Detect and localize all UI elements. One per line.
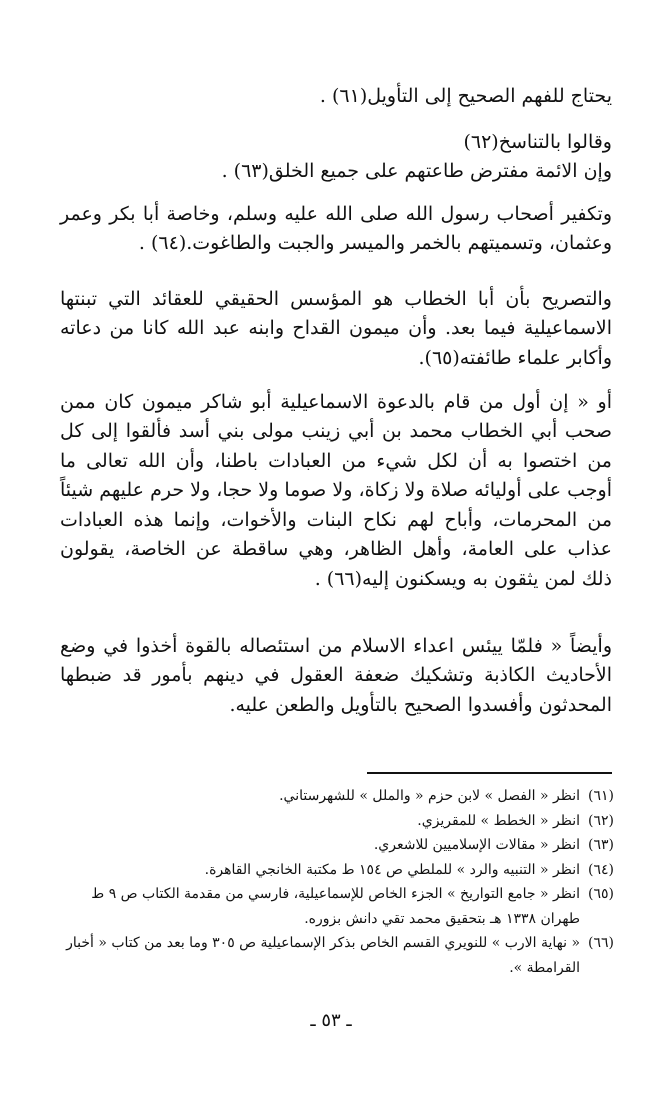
paragraph-text: وأيضاً « فلمّا ييئس اعداء الاسلام من استئصاله بالقوة أخذوا في وضع الأحاديث الكاذبة وتشكيك ضعفة العقول في دينهم بأمور قد ضبطها المحدثون وأفسدوا الصحيح بالتأويل والطعن عليه. xyxy=(60,635,612,716)
footnotes-list xyxy=(54,784,614,980)
footnote-text: انظر « مقالات الإسلاميين للاشعري. xyxy=(373,837,581,853)
footnote-number: (٦٦) xyxy=(588,935,614,951)
paragraph-text: يحتاج للفهم الصحيح إلى التأويل(٦١) . xyxy=(319,85,612,107)
page-number: ـ ٥٣ ـ xyxy=(310,1010,352,1031)
footnote-text: انظر « الفصل » لابن حزم « والملل » للشهرستاني. xyxy=(279,788,581,804)
footnote-divider xyxy=(367,772,612,774)
paragraph-takfir xyxy=(60,200,612,259)
footnote-item xyxy=(54,882,614,931)
footnote-number: (٦٤) xyxy=(588,861,614,878)
paragraph-text: أو « إن أول من قام بالدعوة الاسماعيلية أبو شاكر ميمون كان ممن صحب أبي الخطاب محمد بن أبي زينب مولى بني أسد فألقوا إلى كل من اختصوا به أن لكل شيء من العبادات باطنا، وأن الله تعالى ما أوجب على أوليائه صلاة ولا زكاة، ولا صوما ولا حجا، ولا حرم عليهم شيئاً من المحرمات، وأباح لهم نكاح البنات والأخوات، وإنما هذه العبادات عذاب على العامة، وأهل الظاهر، وهي ساقطة عن الخاصة، يقولون ذلك لمن يثقون به ويسكنون إليه(٦٦) . xyxy=(60,391,612,590)
footnote-text: انظر « جامع التواريخ » الجزء الخاص للإسماعيلية، فارسي من مقدمة الكتاب ص ٩ ط طهران ١٣٣٨ هـ بتحقيق محمد تقي دانش بزوره. xyxy=(91,886,581,927)
paragraph-text: وتكفير أصحاب رسول الله صلى الله عليه وسلم، وخاصة أبا بكر وعمر وعثمان، وتسميتهم بالخمر والميسر والجبت والطاغوت.(٦٤) . xyxy=(60,203,612,255)
paragraph-quote-hadith xyxy=(60,632,612,720)
footnote-text: انظر « التنبيه والرد » للملطي ص ١٥٤ ط مكتبة الخانجي القاهرة. xyxy=(204,861,581,878)
footnote-number: (٦٢) xyxy=(588,812,614,829)
footnote-number: (٦٣) xyxy=(588,837,614,853)
footnote-number: (٦١) xyxy=(588,788,614,804)
paragraph-quote-dawa xyxy=(60,388,612,594)
footnote-number: (٦٥) xyxy=(588,886,614,902)
paragraph-claims xyxy=(60,128,612,187)
footnote-text: انظر « الخطط » للمقريزي. xyxy=(417,812,581,829)
paragraph-text: وقالوا بالتناسخ(٦٢) xyxy=(463,131,612,153)
footnote-item xyxy=(54,931,614,980)
footnote-item xyxy=(54,784,614,809)
paragraph-continued xyxy=(60,82,612,111)
paragraph-text: وإن الائمة مفترض طاعتهم على جميع الخلق(٦٣) . xyxy=(221,160,612,183)
footnote-item xyxy=(54,833,614,858)
footnote-item xyxy=(54,858,614,883)
footnote-item xyxy=(54,809,614,834)
paragraph-text: والتصريح بأن أبا الخطاب هو المؤسس الحقيقي للعقائد التي تبنتها الاسماعيلية فيما بعد. وأن ميمون القداح وابنه عبد الله كانا من دعاته وأكابر علماء طائفته(٦٥). xyxy=(60,288,612,369)
paragraph-abu-khattab xyxy=(60,285,612,373)
footnote-text: « نهاية الارب » للنويري القسم الخاص بذكر الإسماعيلية ص ٣٠٥ وما بعد من كتاب « أخبار القرامطة ». xyxy=(66,935,581,976)
